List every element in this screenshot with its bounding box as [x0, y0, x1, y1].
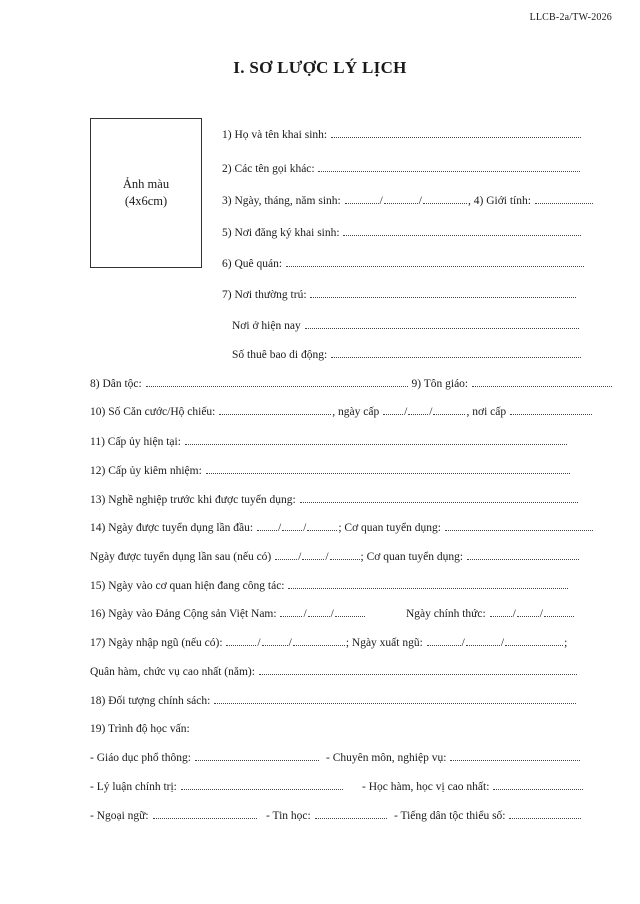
field-label: - Lý luận chính trị:	[90, 781, 177, 793]
field-professional-qualification	[326, 751, 581, 765]
fill-id-number[interactable]	[219, 413, 331, 415]
fill-year[interactable]	[423, 202, 467, 204]
fill-blank[interactable]	[153, 817, 257, 819]
fill-month[interactable]	[384, 202, 418, 204]
field-label: 12) Cấp ủy kiêm nhiệm:	[90, 465, 202, 477]
field-highest-military-rank	[90, 665, 578, 679]
field-informatics	[266, 809, 388, 823]
fill-year[interactable]	[544, 615, 574, 617]
fill-blank[interactable]	[195, 759, 319, 761]
fill-year[interactable]	[293, 644, 345, 646]
field-concurrent-party-committee	[90, 464, 571, 478]
fill-month[interactable]	[282, 529, 302, 531]
fill-day[interactable]	[427, 644, 461, 646]
field-birth-date: 3) Ngày, tháng, năm sinh: / / , 4) Giới tính:	[222, 194, 594, 208]
field-label-agency: Cơ quan tuyển dụng:	[366, 551, 464, 563]
field-label: 16) Ngày vào Đảng Cộng sản Việt Nam:	[90, 608, 277, 620]
fill-blank[interactable]	[310, 296, 576, 298]
field-permanent-residence	[222, 288, 577, 302]
field-label: 14) Ngày được tuyển dụng lần đầu:	[90, 522, 254, 534]
field-label-issue-place: nơi cấp	[472, 406, 507, 418]
fill-blank[interactable]	[185, 443, 567, 445]
fill-month[interactable]	[308, 615, 330, 617]
fill-gender[interactable]	[535, 202, 593, 204]
fill-day[interactable]	[226, 644, 256, 646]
fill-blank[interactable]	[493, 788, 583, 790]
field-ethnicity	[90, 377, 613, 391]
field-label: 2) Các tên gọi khác:	[222, 163, 315, 175]
fill-issue-place[interactable]	[510, 413, 592, 415]
field-birth-registration-place	[222, 226, 582, 240]
field-label: 13) Nghề nghiệp trước khi được tuyển dụng:	[90, 494, 296, 506]
fill-year[interactable]	[307, 529, 337, 531]
field-previous-occupation	[90, 493, 579, 507]
field-label: - Giáo dục phổ thông:	[90, 752, 191, 764]
fill-blank[interactable]	[331, 356, 581, 358]
field-id-card: 10) Số Căn cước/Hộ chiếu: , ngày cấp / / , nơi cấp	[90, 405, 593, 419]
fill-blank[interactable]	[286, 265, 584, 267]
field-mobile-number	[232, 348, 582, 362]
fill-year[interactable]	[505, 644, 563, 646]
field-label: Quân hàm, chức vụ cao nhất (năm):	[90, 666, 255, 678]
fill-religion[interactable]	[472, 385, 612, 387]
fill-blank[interactable]	[288, 587, 568, 589]
field-political-theory	[90, 780, 344, 794]
fill-day[interactable]	[345, 202, 379, 204]
field-enlistment-date: 17) Ngày nhập ngũ (nếu có): / / ; Ngày xuất ngũ: / / ;	[90, 637, 568, 649]
fill-blank[interactable]	[300, 501, 578, 503]
fill-blank[interactable]	[331, 136, 581, 138]
fill-year[interactable]	[335, 615, 365, 617]
fill-agency[interactable]	[467, 558, 579, 560]
field-other-names	[222, 162, 581, 176]
field-label: 19) Trình độ học vấn:	[90, 723, 190, 735]
field-label: 15) Ngày vào cơ quan hiện đang công tác:	[90, 580, 285, 592]
fill-month[interactable]	[408, 413, 428, 415]
field-label-gender: 4) Giới tính:	[473, 195, 531, 207]
fill-blank[interactable]	[206, 472, 570, 474]
field-label: 6) Quê quán:	[222, 258, 283, 270]
fill-month[interactable]	[302, 558, 324, 560]
field-label: Ngày được tuyển dụng lần sau (nếu có)	[90, 551, 272, 563]
field-label: - Học hàm, học vị cao nhất:	[362, 781, 490, 793]
field-current-party-committee	[90, 435, 568, 449]
fill-blank[interactable]	[450, 759, 580, 761]
field-label: - Tin học:	[266, 810, 311, 822]
section-title: I. SƠ LƯỢC LÝ LỊCH	[233, 58, 407, 77]
field-label: 10) Số Căn cước/Hộ chiếu:	[90, 406, 216, 418]
fill-agency[interactable]	[445, 529, 593, 531]
field-label: 1) Họ và tên khai sinh:	[222, 129, 328, 141]
field-label-discharge: Ngày xuất ngũ:	[351, 637, 423, 649]
field-label-agency: Cơ quan tuyển dụng:	[344, 522, 441, 534]
fill-blank[interactable]	[259, 673, 577, 675]
fill-month[interactable]	[517, 615, 539, 617]
fill-year[interactable]	[330, 558, 360, 560]
fill-blank[interactable]	[214, 702, 576, 704]
field-current-agency-join-date	[90, 579, 569, 593]
field-label: - Ngoại ngữ:	[90, 810, 149, 822]
fill-blank[interactable]	[318, 170, 580, 172]
field-first-recruitment-date: 14) Ngày được tuyển dụng lần đầu: / / ; Cơ quan tuyển dụng:	[90, 521, 594, 535]
form-code: LLCB-2a/TW-2026	[529, 12, 612, 23]
field-label: 5) Nơi đăng ký khai sinh:	[222, 227, 340, 239]
fill-blank[interactable]	[315, 817, 387, 819]
field-label: 7) Nơi thường trú:	[222, 289, 307, 301]
fill-blank[interactable]	[305, 327, 579, 329]
field-later-recruitment-date: Ngày được tuyển dụng lần sau (nếu có) / / ; Cơ quan tuyển dụng:	[90, 550, 580, 564]
field-label: 18) Đối tượng chính sách:	[90, 695, 211, 707]
field-label: 17) Ngày nhập ngũ (nếu có):	[90, 637, 223, 649]
field-policy-beneficiary	[90, 694, 577, 708]
field-hometown	[222, 257, 585, 271]
field-label: Ngày chính thức:	[406, 608, 486, 620]
fill-month[interactable]	[466, 644, 500, 646]
field-label: Số thuê bao di động:	[232, 349, 328, 361]
fill-blank[interactable]	[509, 817, 581, 819]
field-general-education	[90, 751, 320, 765]
fill-day[interactable]	[383, 413, 403, 415]
fill-day[interactable]	[280, 615, 302, 617]
field-ethnic-minority-language	[394, 809, 582, 823]
field-official-membership-date: Ngày chính thức: / /	[406, 607, 575, 621]
photo-size-label: (4x6cm)	[124, 194, 168, 208]
field-label: - Chuyên môn, nghiệp vụ:	[326, 752, 447, 764]
fill-year[interactable]	[433, 413, 465, 415]
field-label: 3) Ngày, tháng, năm sinh:	[222, 195, 341, 207]
field-label: 8) Dân tộc:	[90, 378, 142, 390]
photo-placeholder	[90, 118, 202, 268]
field-label: 11) Cấp ủy hiện tại:	[90, 436, 181, 448]
fill-day[interactable]	[490, 615, 512, 617]
fill-blank[interactable]	[146, 385, 408, 387]
field-label: Nơi ở hiện nay	[232, 320, 301, 332]
field-education-heading	[90, 722, 190, 736]
field-label-issue-date: ngày cấp	[338, 406, 380, 418]
field-label: - Tiếng dân tộc thiểu số:	[394, 810, 506, 822]
field-foreign-language	[90, 809, 258, 823]
field-party-admission-date: 16) Ngày vào Đảng Cộng sản Việt Nam: / /	[90, 607, 366, 621]
fill-blank[interactable]	[343, 234, 581, 236]
field-birth-name	[222, 128, 582, 142]
field-academic-degree	[362, 780, 584, 794]
fill-day[interactable]	[275, 558, 297, 560]
fill-day[interactable]	[257, 529, 277, 531]
fill-blank[interactable]	[181, 788, 343, 790]
field-label-religion: 9) Tôn giáo:	[411, 378, 469, 390]
fill-month[interactable]	[262, 644, 288, 646]
field-current-address	[232, 319, 580, 333]
photo-label: Ảnh màu	[122, 177, 170, 191]
